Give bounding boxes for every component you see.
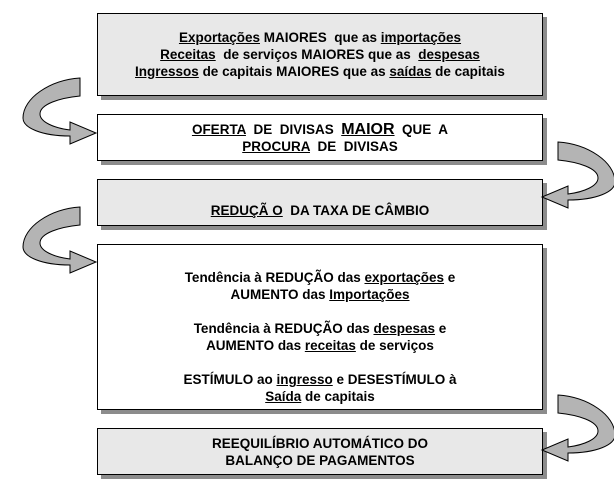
underlined-term: Ingressos — [135, 64, 199, 79]
text-segment: MAIORES que as — [259, 30, 381, 45]
curved-arrow-right-2 — [538, 395, 614, 463]
underlined-term: Exportações — [178, 30, 260, 45]
text-line — [242, 138, 398, 155]
box-exports-greater — [97, 13, 543, 96]
curved-arrow-shape — [542, 142, 614, 208]
text-segment: AUMENTO das — [206, 338, 305, 353]
underlined-term: importações — [380, 30, 462, 45]
text-line — [192, 121, 448, 138]
curved-arrow-right-1 — [538, 142, 614, 210]
curved-arrow-shape — [23, 207, 96, 273]
text-line — [206, 337, 434, 354]
text-segment: Tendência à REDUÇÃO das — [193, 321, 374, 336]
box-rebalance — [97, 428, 543, 475]
underlined-term: REDUÇÃ O — [210, 203, 283, 218]
underlined-term: ingresso — [276, 372, 333, 387]
text-line — [225, 452, 414, 469]
underlined-term: despesas — [373, 321, 436, 336]
underlined-term: Importações — [329, 287, 410, 302]
text-line — [265, 388, 375, 405]
text-segment: REEQUILÍBRIO AUTOMÁTICO DO — [212, 435, 428, 451]
underlined-term: Saída — [265, 389, 302, 404]
text-segment: AUMENTO das — [230, 287, 330, 302]
text-segment: ESTÍMULO ao — [183, 372, 277, 387]
underlined-term: despesas — [418, 47, 480, 62]
text-segment: de serviços MAIORES que as — [215, 47, 419, 62]
text-line — [230, 286, 409, 303]
text-segment: e DESESTÍMULO à — [332, 372, 457, 387]
text-line — [160, 46, 480, 63]
text-segment: de capitais MAIORES que as — [198, 64, 390, 79]
text-line — [185, 269, 456, 286]
text-line — [135, 63, 505, 80]
text-line — [179, 29, 461, 46]
text-line — [194, 320, 447, 337]
underlined-term: exportações — [364, 270, 445, 285]
text-segment: e — [435, 321, 447, 336]
underlined-term: saídas — [389, 64, 432, 79]
text-segment: de capitais — [431, 64, 505, 79]
text-segment: BALANÇO DE PAGAMENTOS — [225, 452, 415, 468]
curved-arrow-left-2 — [20, 207, 100, 275]
text-line — [183, 371, 456, 388]
text-segment: de capitais — [301, 389, 375, 404]
underlined-term: PROCURA — [242, 138, 310, 154]
box-supply-greater — [97, 114, 543, 161]
text-segment: DA TAXA DE CÂMBIO — [282, 203, 430, 218]
curved-arrow-left-1 — [20, 78, 100, 146]
text-line — [211, 202, 430, 219]
text-line — [212, 435, 428, 452]
underlined-term: receitas — [304, 338, 356, 353]
curved-arrow-shape — [23, 78, 96, 144]
underlined-term: MAIOR — [341, 120, 395, 138]
box-rate-reduction — [97, 179, 543, 226]
text-segment: DE DIVISAS — [245, 121, 342, 137]
box-tendencies — [97, 244, 543, 410]
underlined-term: Receitas — [160, 47, 216, 62]
text-segment: DE DIVISAS — [309, 138, 398, 154]
text-segment: de serviços — [355, 338, 434, 353]
text-segment: e — [444, 270, 456, 285]
curved-arrow-shape — [542, 395, 614, 461]
text-segment: Tendência à REDUÇÃO das — [184, 270, 365, 285]
underlined-term: OFERTA — [191, 121, 246, 137]
text-segment: QUE A — [394, 121, 449, 137]
